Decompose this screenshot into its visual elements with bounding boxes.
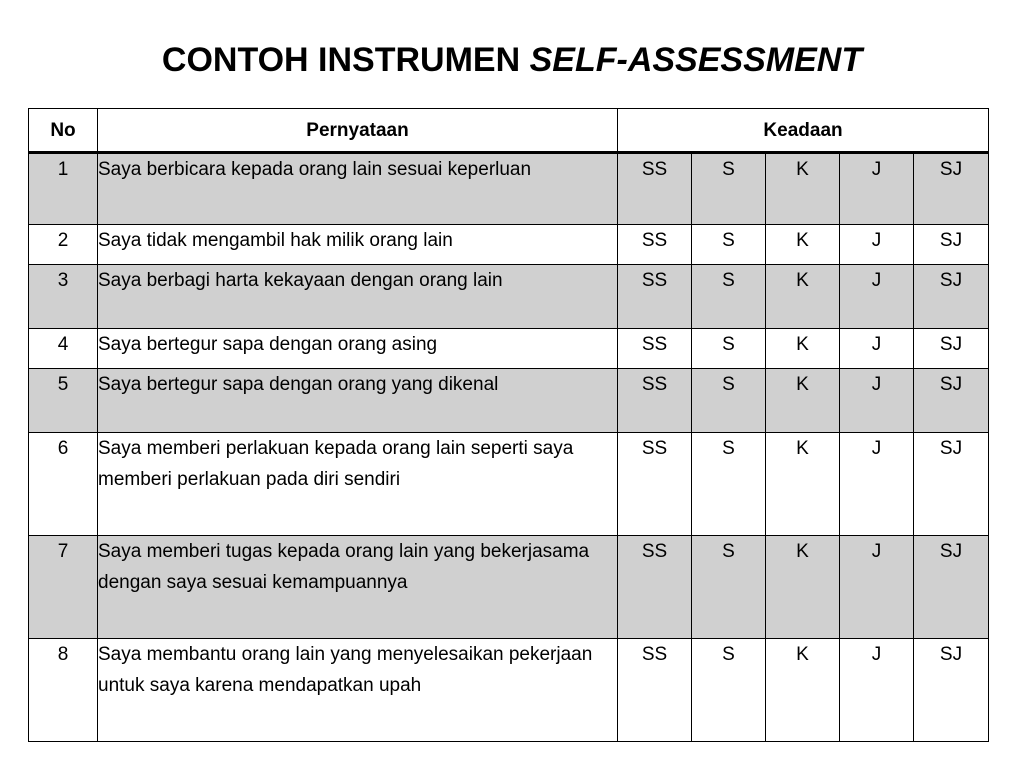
row-number: 1 [29,153,98,225]
option-s[interactable]: S [692,536,766,639]
row-number: 2 [29,225,98,265]
option-ss[interactable]: SS [618,329,692,369]
option-ss[interactable]: SS [618,265,692,329]
option-sj[interactable]: SJ [914,153,989,225]
option-ss[interactable]: SS [618,433,692,536]
option-j[interactable]: J [840,225,914,265]
title-normal: CONTOH INSTRUMEN [161,41,530,79]
title-italic: SELF-ASSESSMENT [529,41,863,79]
option-sj[interactable]: SJ [914,639,989,742]
option-k[interactable]: K [766,369,840,433]
option-k[interactable]: K [766,433,840,536]
option-sj[interactable]: SJ [914,369,989,433]
row-number: 6 [29,433,98,536]
statement-cell: Saya bertegur sapa dengan orang asing [98,329,618,369]
statement-cell: Saya membantu orang lain yang menyelesaikan pekerjaan untuk saya karena mendapatkan upah [98,639,618,742]
header-row [29,109,989,153]
table-row [29,536,989,639]
option-ss[interactable]: SS [618,639,692,742]
table-row [29,265,989,329]
table-row [29,639,989,742]
option-ss[interactable]: SS [618,536,692,639]
option-ss[interactable]: SS [618,225,692,265]
option-k[interactable]: K [766,329,840,369]
table-row [29,369,989,433]
option-j[interactable]: J [840,639,914,742]
table-row [29,153,989,225]
statement-cell: Saya memberi tugas kepada orang lain yang bekerjasama dengan saya sesuai kemampuannya [98,536,618,639]
statement-cell: Saya tidak mengambil hak milik orang lain [98,225,618,265]
option-sj[interactable]: SJ [914,225,989,265]
option-s[interactable]: S [692,369,766,433]
option-s[interactable]: S [692,639,766,742]
row-number: 8 [29,639,98,742]
option-j[interactable]: J [840,433,914,536]
statement-cell: Saya berbicara kepada orang lain sesuai keperluan [98,153,618,225]
option-k[interactable]: K [766,153,840,225]
assessment-table [28,108,989,742]
option-s[interactable]: S [692,153,766,225]
option-s[interactable]: S [692,225,766,265]
option-k[interactable]: K [766,639,840,742]
row-number: 7 [29,536,98,639]
table-row [29,329,989,369]
row-number: 3 [29,265,98,329]
header-statement: Pernyataan [98,109,618,153]
statement-cell: Saya berbagi harta kekayaan dengan orang lain [98,265,618,329]
option-s[interactable]: S [692,265,766,329]
option-j[interactable]: J [840,329,914,369]
option-k[interactable]: K [766,536,840,639]
header-no: No [29,109,98,153]
row-number: 5 [29,369,98,433]
statement-cell: Saya bertegur sapa dengan orang yang dikenal [98,369,618,433]
option-ss[interactable]: SS [618,153,692,225]
option-k[interactable]: K [766,225,840,265]
option-sj[interactable]: SJ [914,536,989,639]
option-j[interactable]: J [840,265,914,329]
option-s[interactable]: S [692,329,766,369]
option-k[interactable]: K [766,265,840,329]
option-s[interactable]: S [692,433,766,536]
page-title [0,38,1024,82]
option-j[interactable]: J [840,536,914,639]
option-j[interactable]: J [840,153,914,225]
option-sj[interactable]: SJ [914,265,989,329]
row-number: 4 [29,329,98,369]
option-sj[interactable]: SJ [914,329,989,369]
header-condition: Keadaan [618,109,989,153]
table-row [29,225,989,265]
statement-cell: Saya memberi perlakuan kepada orang lain seperti saya memberi perlakuan pada diri sendiri [98,433,618,536]
option-ss[interactable]: SS [618,369,692,433]
option-j[interactable]: J [840,369,914,433]
table-row [29,433,989,536]
option-sj[interactable]: SJ [914,433,989,536]
